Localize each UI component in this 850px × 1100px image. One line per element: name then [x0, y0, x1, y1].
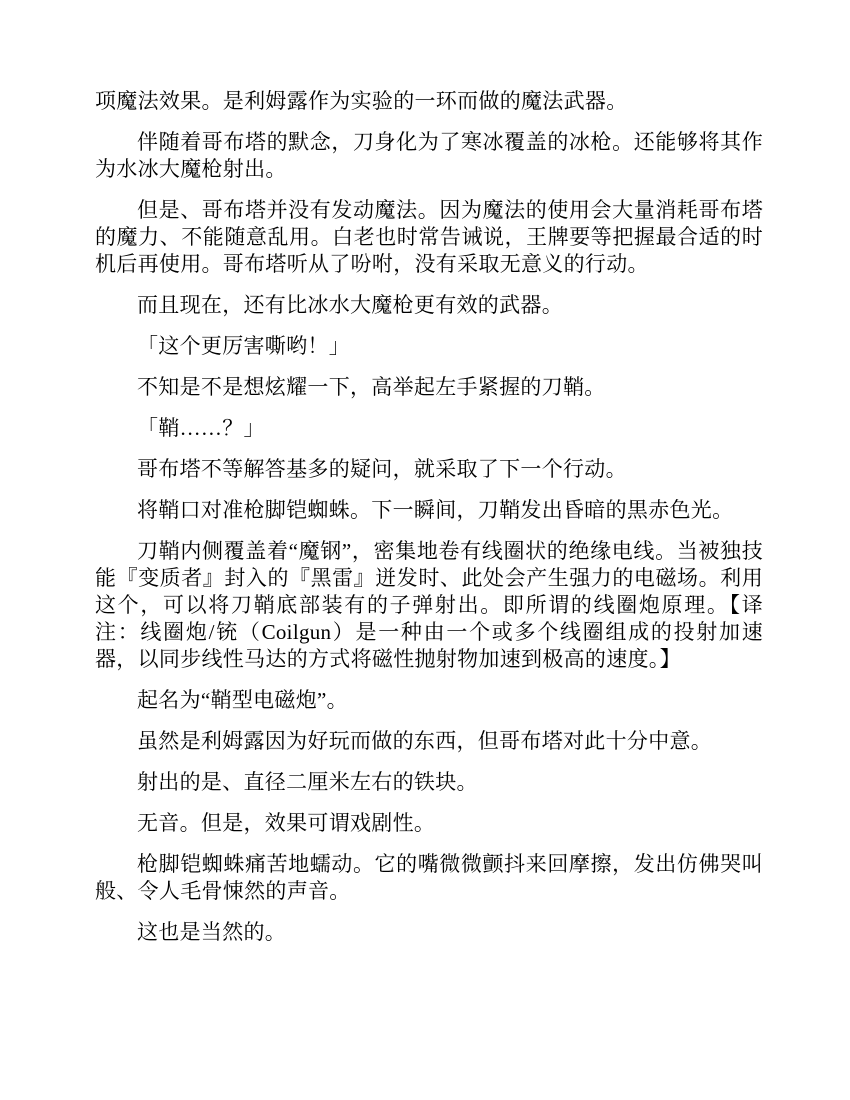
dialogue-line: 「这个更厉害嘶哟！」 [137, 334, 350, 358]
paragraph: 而且现在，还有比冰水大魔枪更有效的武器。 [137, 293, 563, 317]
paragraph: 项魔法效果。是利姆露作为实验的一环而做的魔法武器。 [95, 89, 628, 113]
paragraph-with-translator-note: 刀鞘内侧覆盖着“魔钢”，密集地卷有线圈状的绝缘电线。当被独技能『变质者』封入的『黑雷』迸发时、此处会产生强力的电磁场。利用这个，可以将刀鞘底部装有的子弹射出。即所谓的线圈炮原理。【译注：线圈炮/铳（Coilgun）是一种由一个或多个线圈组成的投射加速器，以同步线性马达的方式将磁性抛射物加速到极高的速度。】 [95, 539, 763, 671]
paragraph: 不知是不是想炫耀一下，高举起左手紧握的刀鞘。 [137, 375, 606, 399]
document-page [95, 88, 763, 960]
paragraph: 这也是当然的。 [137, 920, 287, 944]
paragraph: 但是、哥布塔并没有发动魔法。因为魔法的使用会大量消耗哥布塔的魔力、不能随意乱用。白老也时常告诫说，王牌要等把握最合适的时机后再使用。哥布塔听从了吩咐，没有采取无意义的行动。 [95, 198, 763, 276]
paragraph: 哥布塔不等解答基多的疑问，就采取了下一个行动。 [137, 457, 627, 481]
paragraph: 虽然是利姆露因为好玩而做的东西，但哥布塔对此十分中意。 [137, 729, 713, 753]
paragraph: 射出的是、直径二厘米左右的铁块。 [137, 770, 478, 794]
paragraph: 无音。但是，效果可谓戏剧性。 [137, 811, 436, 835]
paragraph: 枪脚铠蜘蛛痛苦地蠕动。它的嘴微微颤抖来回摩擦，发出仿佛哭叫般、令人毛骨悚然的声音。 [95, 852, 763, 903]
paragraph: 伴随着哥布塔的默念，刀身化为了寒冰覆盖的冰枪。还能够将其作为水冰大魔枪射出。 [95, 130, 763, 181]
paragraph: 起名为“鞘型电磁炮”。 [137, 688, 348, 712]
paragraph: 将鞘口对准枪脚铠蜘蛛。下一瞬间，刀鞘发出昏暗的黒赤色光。 [137, 498, 734, 522]
dialogue-line: 「鞘……？」 [137, 416, 265, 440]
